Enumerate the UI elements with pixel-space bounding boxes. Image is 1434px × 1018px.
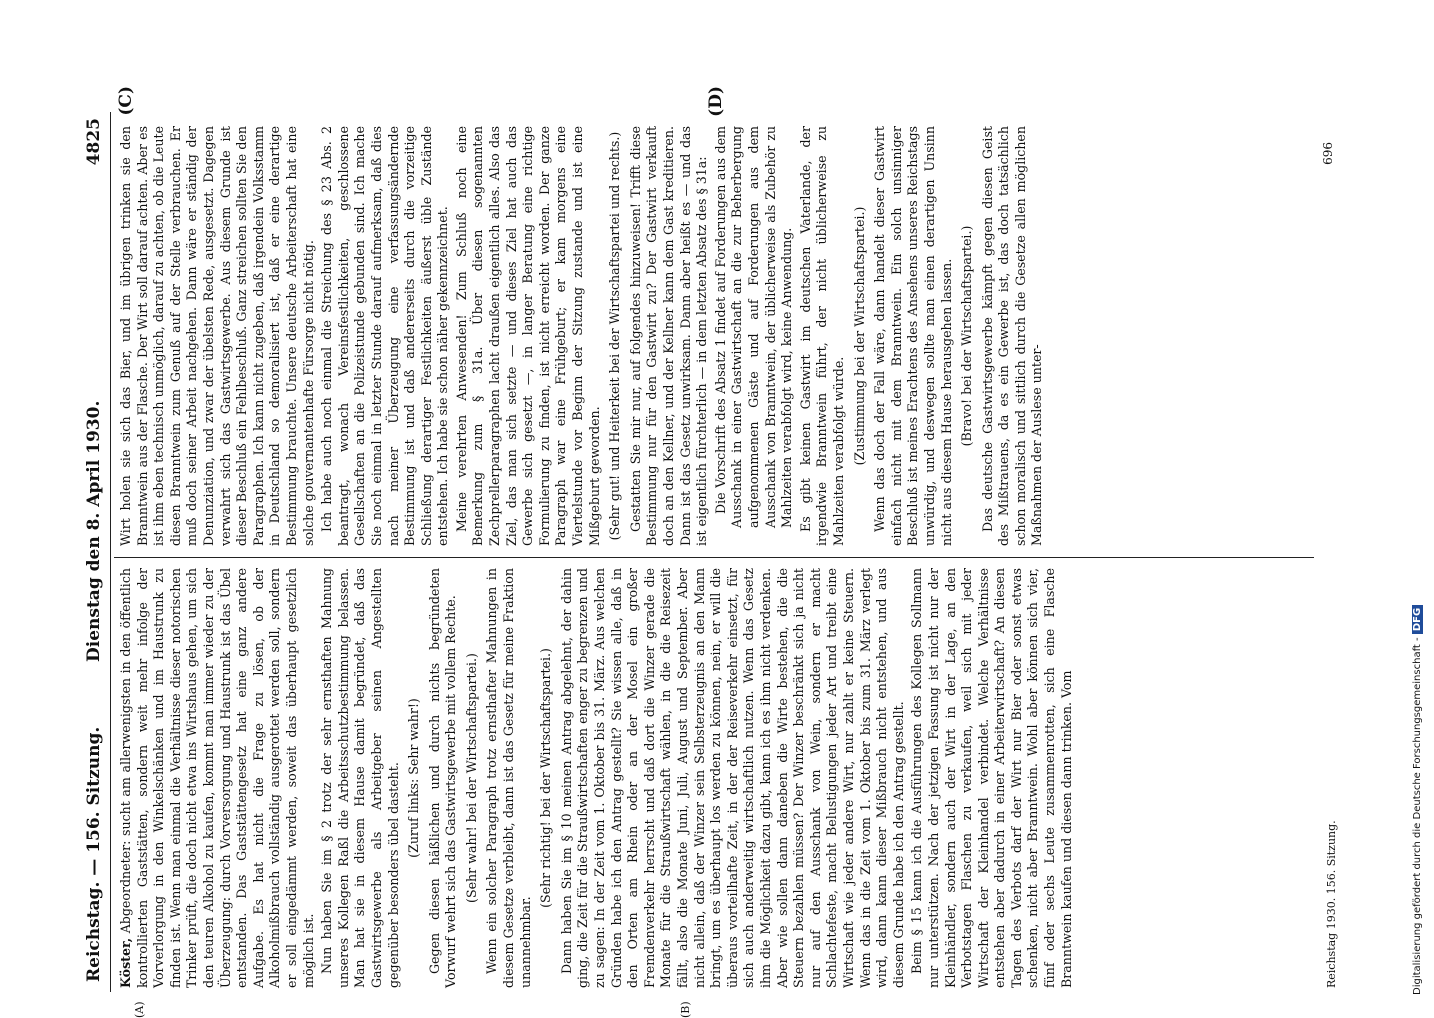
margin-mark-d: (D) xyxy=(706,86,726,117)
paragraph: Ich habe auch noch einmal die Streichung des § 23 Abs. 2 beantragt, wonach Vereinsfestlichkeiten, geschlossene Gesellschaften an die Polizeistunde gebunden sind. Ich mache Sie noch einmal in letzter Stunde darauf aufmerksam, daß dies nach meiner Überzeugung eine verfassungsändernde Bestimmung ist und daß andererseits durch die vorzeitige Schließung derartiger Festlichkeiten äußerst üble Zustände entstehen. Ich habe sie schon näher gekennzeichnet. xyxy=(319,126,451,546)
column-divider xyxy=(114,557,1314,558)
rotated-document xyxy=(84,86,1354,1018)
paragraph-text: sucht am allerwenigsten in den öffentlich kontrollierten Gaststätten, sondern weit mehr infolge der Vorverlorgung in den Winkelschänken und im Haustrunk zu finden ist. Wenn man einmal die Verhältnisse dieser notorischen Trinker prüft, die doch nicht etwa ins Wirtshaus gehen, um sich den teuren Alkohol zu kaufen, kommt man immer wieder zu der Überzeugung: durch Vorversorgung und Haustrunk ist das Übel entstanden. Das Gaststättengesetz hat eine ganz andere Aufgabe. Es hat nicht die Frage zu lösen, ob der Alkoholmißbrauch vollständig ausgerottet werden soll, sondern er soll eingedämmt werden, soweit das überhaupt gesetzlich möglich ist. xyxy=(118,568,316,988)
interjection: (Sehr richtig! bei der Wirtschaftspartei.) xyxy=(538,648,554,908)
interjection: (Sehr gut! und Heiterkeit bei der Wirtschaftspartei und rechts.) xyxy=(607,131,623,541)
footer-note: Reichstag 1930. 156. Sitzung. xyxy=(1325,820,1338,988)
header-rule xyxy=(110,112,111,992)
column-right xyxy=(116,86,1048,546)
margin-mark-c: (C) xyxy=(116,86,136,116)
interjection: (Bravo! bei der Wirtschaftspartei.) xyxy=(959,225,975,447)
margin-mark-b: (B) xyxy=(679,1001,692,1018)
interjection: (Zuruf links: Sehr wahr!) xyxy=(406,698,422,858)
header-left: Reichstag. — 156. Sitzung. xyxy=(84,726,104,982)
paragraph: Das deutsche Gastwirtsgewerbe kämpft gegen diesen Geist des Mißtrauens, da es ein Gewerbe ist, das doch tatsächlich schon moralisch und sittlich durch die Gesetze allen möglichen Maßnahmen der Auslese unter- xyxy=(979,126,1045,546)
speaker-name: Köster, xyxy=(118,937,133,988)
paragraph: Beim § 15 kann ich die Ausführungen des Kollegen Sollmann nur unterstützen. Nach der jetzigen Fassung ist nicht nur der Kleinhändler, sondern auch der Wirt in der Lage, an den Verbotstagen Flaschen zu verkaufen, weil sich mit jeder Wirtschaft der Kleinhandel verbindet. Welche Verhältnisse entstehen aber dadurch in einer Arbeiterwirtschaft? An diesen Tagen des Verbots darf der Wirt nur Bier oder sonst etwas schenken, nicht aber Branntwein. Wohl aber können sich vier, fünf oder sechs Leute zusammenrotten, sich eine Flasche Branntwein kaufen und diesen dann trinken. Vom xyxy=(909,568,1074,988)
paragraph: Gestatten Sie mir nur, auf folgendes hinzuweisen! Trifft diese Bestimmung nur für den Gastwirt zu? Der Gastwirt verkauft doch an den Kellner, und der Kellner kann dem Gast kreditieren. Dann ist das Gesetz unwirksam. Dann aber heißt es — und das ist eigentlich fürchterlich — in dem letzten Absatz des § 31a: xyxy=(627,126,710,546)
running-header xyxy=(84,112,110,992)
paragraph: Wirt holen sie sich das Bier, und im übrigen trinken sie den Branntwein aus der Flasche. Der Wirt soll darauf achten. Aber es ist ihm eben technisch unmöglich, darauf zu achten, ob die Leute diesen Branntwein zum Genuß auf der Stelle verbrauchen. Er muß doch seiner Arbeit nachgehen. Dann wäre er ständig der Denunziation, und zwar der übelsten Rede, ausgesetzt. Dagegen verwahrt sich das Gastwirtsgewerbe. Aus diesem Grunde ist dieser Beschluß ein Fehlbeschluß. Ganz streichen sollten Sie den Paragraphen. Ich kann nicht zugeben, daß irgendein Volksstamm in Deutschland so demoralisiert ist, daß er eine derartige Bestimmung brauchte. Unsere deutsche Arbeiterschaft hat eine solche gouvernantenhafte Fürsorge nicht nötig. xyxy=(118,126,316,546)
dfg-logo: DFG xyxy=(1412,605,1423,634)
column-left xyxy=(118,568,1077,1018)
paragraph: Wenn das doch der Fall wäre, dann handelt dieser Gastwirt einfach nicht mit dem Branntwein. Ein solch unsinniger Beschluß ist meines Erachtens des Ansehens unseres Reichstags unwürdig, und deswegen sollte man einen derartigen Unsinn nicht aus diesem Hause herausgehen lassen. xyxy=(872,126,954,546)
page-number: 4825 xyxy=(84,118,104,166)
dfg-credit-text: Digitalisierung gefördert durch die Deutsche Forschungsgemeinschaft - xyxy=(1412,637,1423,995)
dfg-credit-line xyxy=(1412,5,1423,995)
paragraph: Gegen diesen häßlichen und durch nichts begründeten Vorwurf wehrt sich das Gastwirtsgewerbe mit vollem Rechte. xyxy=(426,568,459,988)
header-date: Dienstag den 8. April 1930. xyxy=(84,400,104,662)
interjection: (Zustimmung bei der Wirtschaftspartei.) xyxy=(851,206,867,466)
speaker-role: Abgeordneter: xyxy=(118,840,133,938)
paragraph: Nun haben Sie im § 2 trotz der sehr ernsthaften Mahnung unseres Kollegen Raßl die Arbeitsschutzbestimmung belassen. Man hat sie in diesem Hause damit begründet, daß das Gastwirtsgewerbe als Arbeitgeber seinen Angestellten gegenüber besonders übel dasteht. xyxy=(319,568,401,988)
sheet-code: 696 xyxy=(1321,142,1335,165)
paragraph: Meine verehrten Anwesenden! Zum Schluß noch eine Bemerkung zum § 31a. Über diesen sogenannten Zechprellerparagraphen lacht draußen eigentlich alles. Also das Ziel, das man sich setzte — und dieses Ziel hat auch das Gewerbe sich gesetzt —, in langer Beratung eine richtige Formulierung zu finden, ist nicht erreicht worden. Der ganze Paragraph war eine Frühgeburt; er kam morgens eine Viertelstunde vor Beginn der Sitzung zustande und ist eine Mißgeburt geworden. xyxy=(453,126,602,546)
interjection: (Sehr wahr! bei der Wirtschaftspartei.) xyxy=(463,653,479,903)
paragraph xyxy=(118,568,317,988)
margin-mark-a: (A) xyxy=(133,1001,146,1018)
paragraph: Wenn ein solcher Paragraph trotz ernsthafter Mahnungen in diesem Gesetze verbleibt, dann ist das Gesetz für meine Fraktion unannehmbar. xyxy=(484,568,533,988)
quotation: Die Vorschrift des Absatz 1 findet auf Forderungen aus dem Ausschank in einer Gastwirtschaft an die zur Beherbergung aufgenommenen Gäste und auf Forderungen aus dem Ausschank von Branntwein, der üblicherweise als Zubehör zu Mahlzeiten verabfolgt wird, keine Anwendung. xyxy=(712,126,795,528)
paragraph: Dann haben Sie im § 10 meinen Antrag abgelehnt, der dahin ging, die Zeit für die Straußwirtschaften enger zu begrenzen und zu sagen: In der Zeit vom 1. Oktober bis 31. März. Aus welchen Gründen habe ich den Antrag gestellt? Sie wissen alle, daß in den Orten am Rhein oder an der Mosel ein großer Fremdenverkehr herrscht und daß dort die Winzer gerade die Monate für die Straußwirtschaft wählen, in die die Reisezeit fällt, also die Monate Juni, Juli, August und September. Aber nicht allein, daß der Winzer sein Selbsterzeugnis an den Mann bringt, um es überhaupt los werden zu können, nein, er will die überaus vorteilhafte Zeit, in der der Reiseverkehr einsetzt, für sich auch anderweitig wirtschaftlich nutzen. Wenn das Gesetz ihm die Möglichkeit dazu gibt, kann ich es ihm nicht verdenken. Aber wie sollen dann daneben die Wirte bestehen, die die Steuern bezahlen müssen? Der Winzer beschränkt sich ja nicht nur auf den Ausschank von Wein, sondern er macht Schlachtefeste, macht Belustigungen jeder Art und treibt eine Wirtschaft wie jeder andere Wirt, nur zahlt er keine Steuern. Wenn das in die Zeit vom 1. Oktober bis zum 31. März verlegt wird, dann kann dieser Mißbrauch nicht entstehen, und aus diesem Grunde habe ich den Antrag gestellt. xyxy=(558,568,906,988)
paragraph: Es gibt keinen Gastwirt im deutschen Vaterlande, der irgendwie Branntwein führt, der nicht üblicherweise zu Mahlzeiten verabfolgt würde. xyxy=(797,126,846,546)
